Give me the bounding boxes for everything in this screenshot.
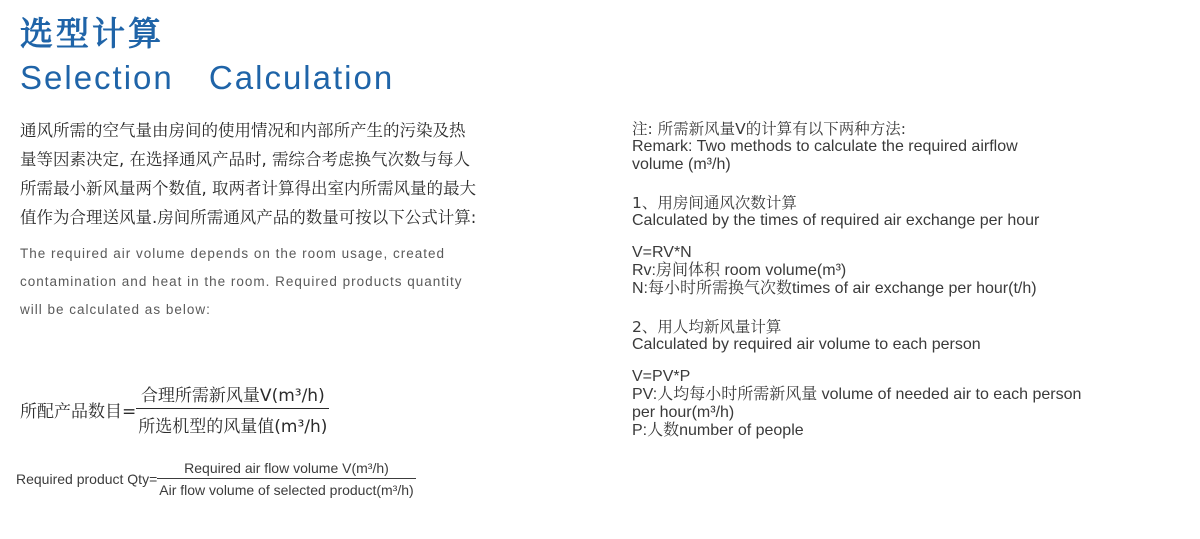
intro-cn-line: 所需最小新风量两个数值, 取两者计算得出室内所需风量的最大: [20, 179, 476, 198]
remark-en-line2: volume (m³/h): [632, 156, 731, 173]
method1-formula: V=RV*N: [632, 244, 692, 261]
remark-section: [632, 120, 1192, 440]
intro-en-paragraph: [20, 240, 560, 324]
formula-en-denominator: Air flow volume of selected product(m³/h): [157, 478, 415, 498]
intro-cn-line: 值作为合理送风量.房间所需通风产品的数量可按以下公式计算:: [20, 208, 477, 227]
formula-en-lhs: Required product Qty=: [16, 471, 158, 487]
method1-n-definition: N:每小时所需换气次数times of air exchange per hour(t/h): [632, 280, 1037, 297]
method2-pv-definition-cont: per hour(m³/h): [632, 404, 735, 421]
method2-heading-en: Calculated by required air volume to each person: [632, 336, 981, 353]
method2-formula: V=PV*P: [632, 368, 691, 385]
intro-cn-line: 通风所需的空气量由房间的使用情况和内部所产生的污染及热: [20, 121, 466, 140]
method2-pv-definition: PV:人均每小时所需新风量 volume of needed air to each person: [632, 386, 1082, 403]
remark-en-line1: Remark: Two methods to calculate the required airflow: [632, 138, 1018, 155]
formula-cn: [20, 381, 329, 437]
formula-cn-denominator: 所选机型的风量值(m³/h): [136, 408, 329, 437]
method2-heading-cn: 2、用人均新风量计算: [632, 318, 782, 336]
intro-section: [20, 116, 560, 324]
method1-rv-definition: Rv:房间体积 room volume(m³): [632, 262, 847, 279]
method2-p-definition: P:人数number of people: [632, 422, 804, 439]
intro-en-line: The required air volume depends on the room usage, created: [20, 246, 445, 261]
page-title-cn: 选型计算: [20, 14, 164, 53]
intro-en-line: will be calculated as below:: [20, 302, 211, 317]
intro-cn-line: 量等因素决定, 在选择通风产品时, 需综合考虑换气次数与每人: [20, 150, 470, 169]
formula-en-numerator: Required air flow volume V(m³/h): [184, 460, 389, 476]
method1-heading-cn: 1、用房间通风次数计算: [632, 194, 797, 212]
intro-en-line: contamination and heat in the room. Required products quantity: [20, 274, 463, 289]
formula-cn-lhs: 所配产品数目=: [20, 401, 137, 422]
formula-en: [16, 460, 416, 498]
formula-en-fraction: [157, 460, 415, 498]
formula-cn-fraction: [136, 381, 329, 437]
page-title-en: Selection Calculation: [20, 59, 395, 96]
formula-cn-numerator: 合理所需新风量V(m³/h): [140, 386, 325, 406]
intro-cn-paragraph: [20, 116, 560, 232]
method1-heading-en: Calculated by the times of required air exchange per hour: [632, 212, 1040, 229]
remark-cn: 注: 所需新风量V的计算有以下两种方法:: [632, 120, 906, 138]
